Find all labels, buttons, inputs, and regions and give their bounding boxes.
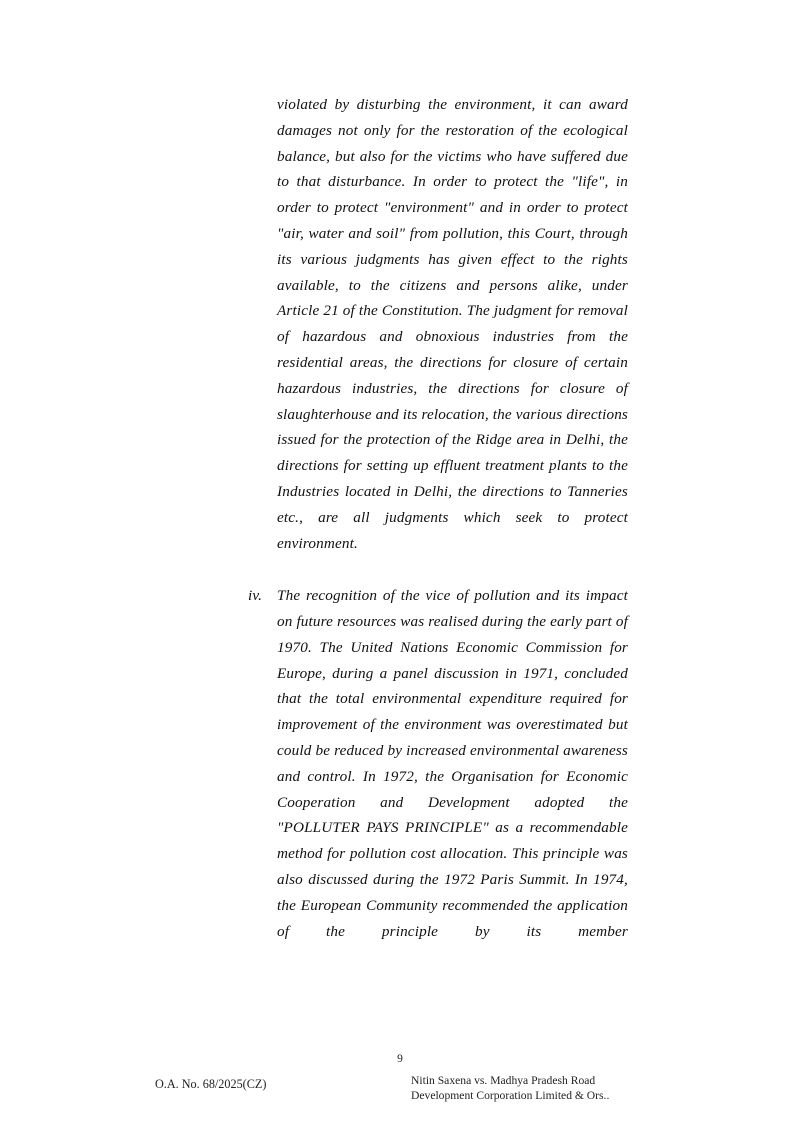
page-number: 9 bbox=[397, 1053, 403, 1065]
document-body bbox=[248, 92, 628, 970]
paragraph-continuation bbox=[248, 92, 628, 582]
list-marker: iv. bbox=[248, 587, 263, 605]
paragraph-text: violated by disturbing the environment, it can award damages not only for the restoration of the ecological balance, but also for the victims who have suffered due to that disturbance. In order to protect the "life", in order to protect "environment" and in order to protect "air, water and soil" from pollution, this Court, through its various judgments has given effect to the rights available, to the citizens and persons alike, under Article 21 of the Constitution. The judgment for removal of hazardous and obnoxious industries from the residential areas, the directions for closure of certain hazardous industries, the directions for closure of slaughterhouse and its relocation, the various directions issued for the protection of the Ridge area in Delhi, the directions for setting up effluent treatment plants to the Industries located in Delhi, the directions to Tanneries etc., are all judgments which seek to protect environment. bbox=[277, 96, 628, 552]
paragraph-item-iv bbox=[248, 583, 628, 970]
footer-case-number: O.A. No. 68/2025(CZ) bbox=[155, 1077, 267, 1091]
footer-case-title: Nitin Saxena vs. Madhya Pradesh Road Development Corporation Limited & Ors.. bbox=[411, 1074, 610, 1102]
paragraph-text: The recognition of the vice of pollution and its impact on future resources was realised during the early part of 1970. The United Nations Economic Commission for Europe, during a panel discussion in 1971, concluded that the total environmental expenditure required for improvement of the environment was overestimated but could be reduced by increased environmental awareness and control. In 1972, the Organisation for Economic Cooperation and Development adopted the "POLLUTER PAYS PRINCIPLE" as a recommendable method for pollution cost allocation. This principle was also discussed during the 1972 Paris Summit. In 1974, the European Community recommended the application of the principle by its member bbox=[277, 587, 628, 940]
